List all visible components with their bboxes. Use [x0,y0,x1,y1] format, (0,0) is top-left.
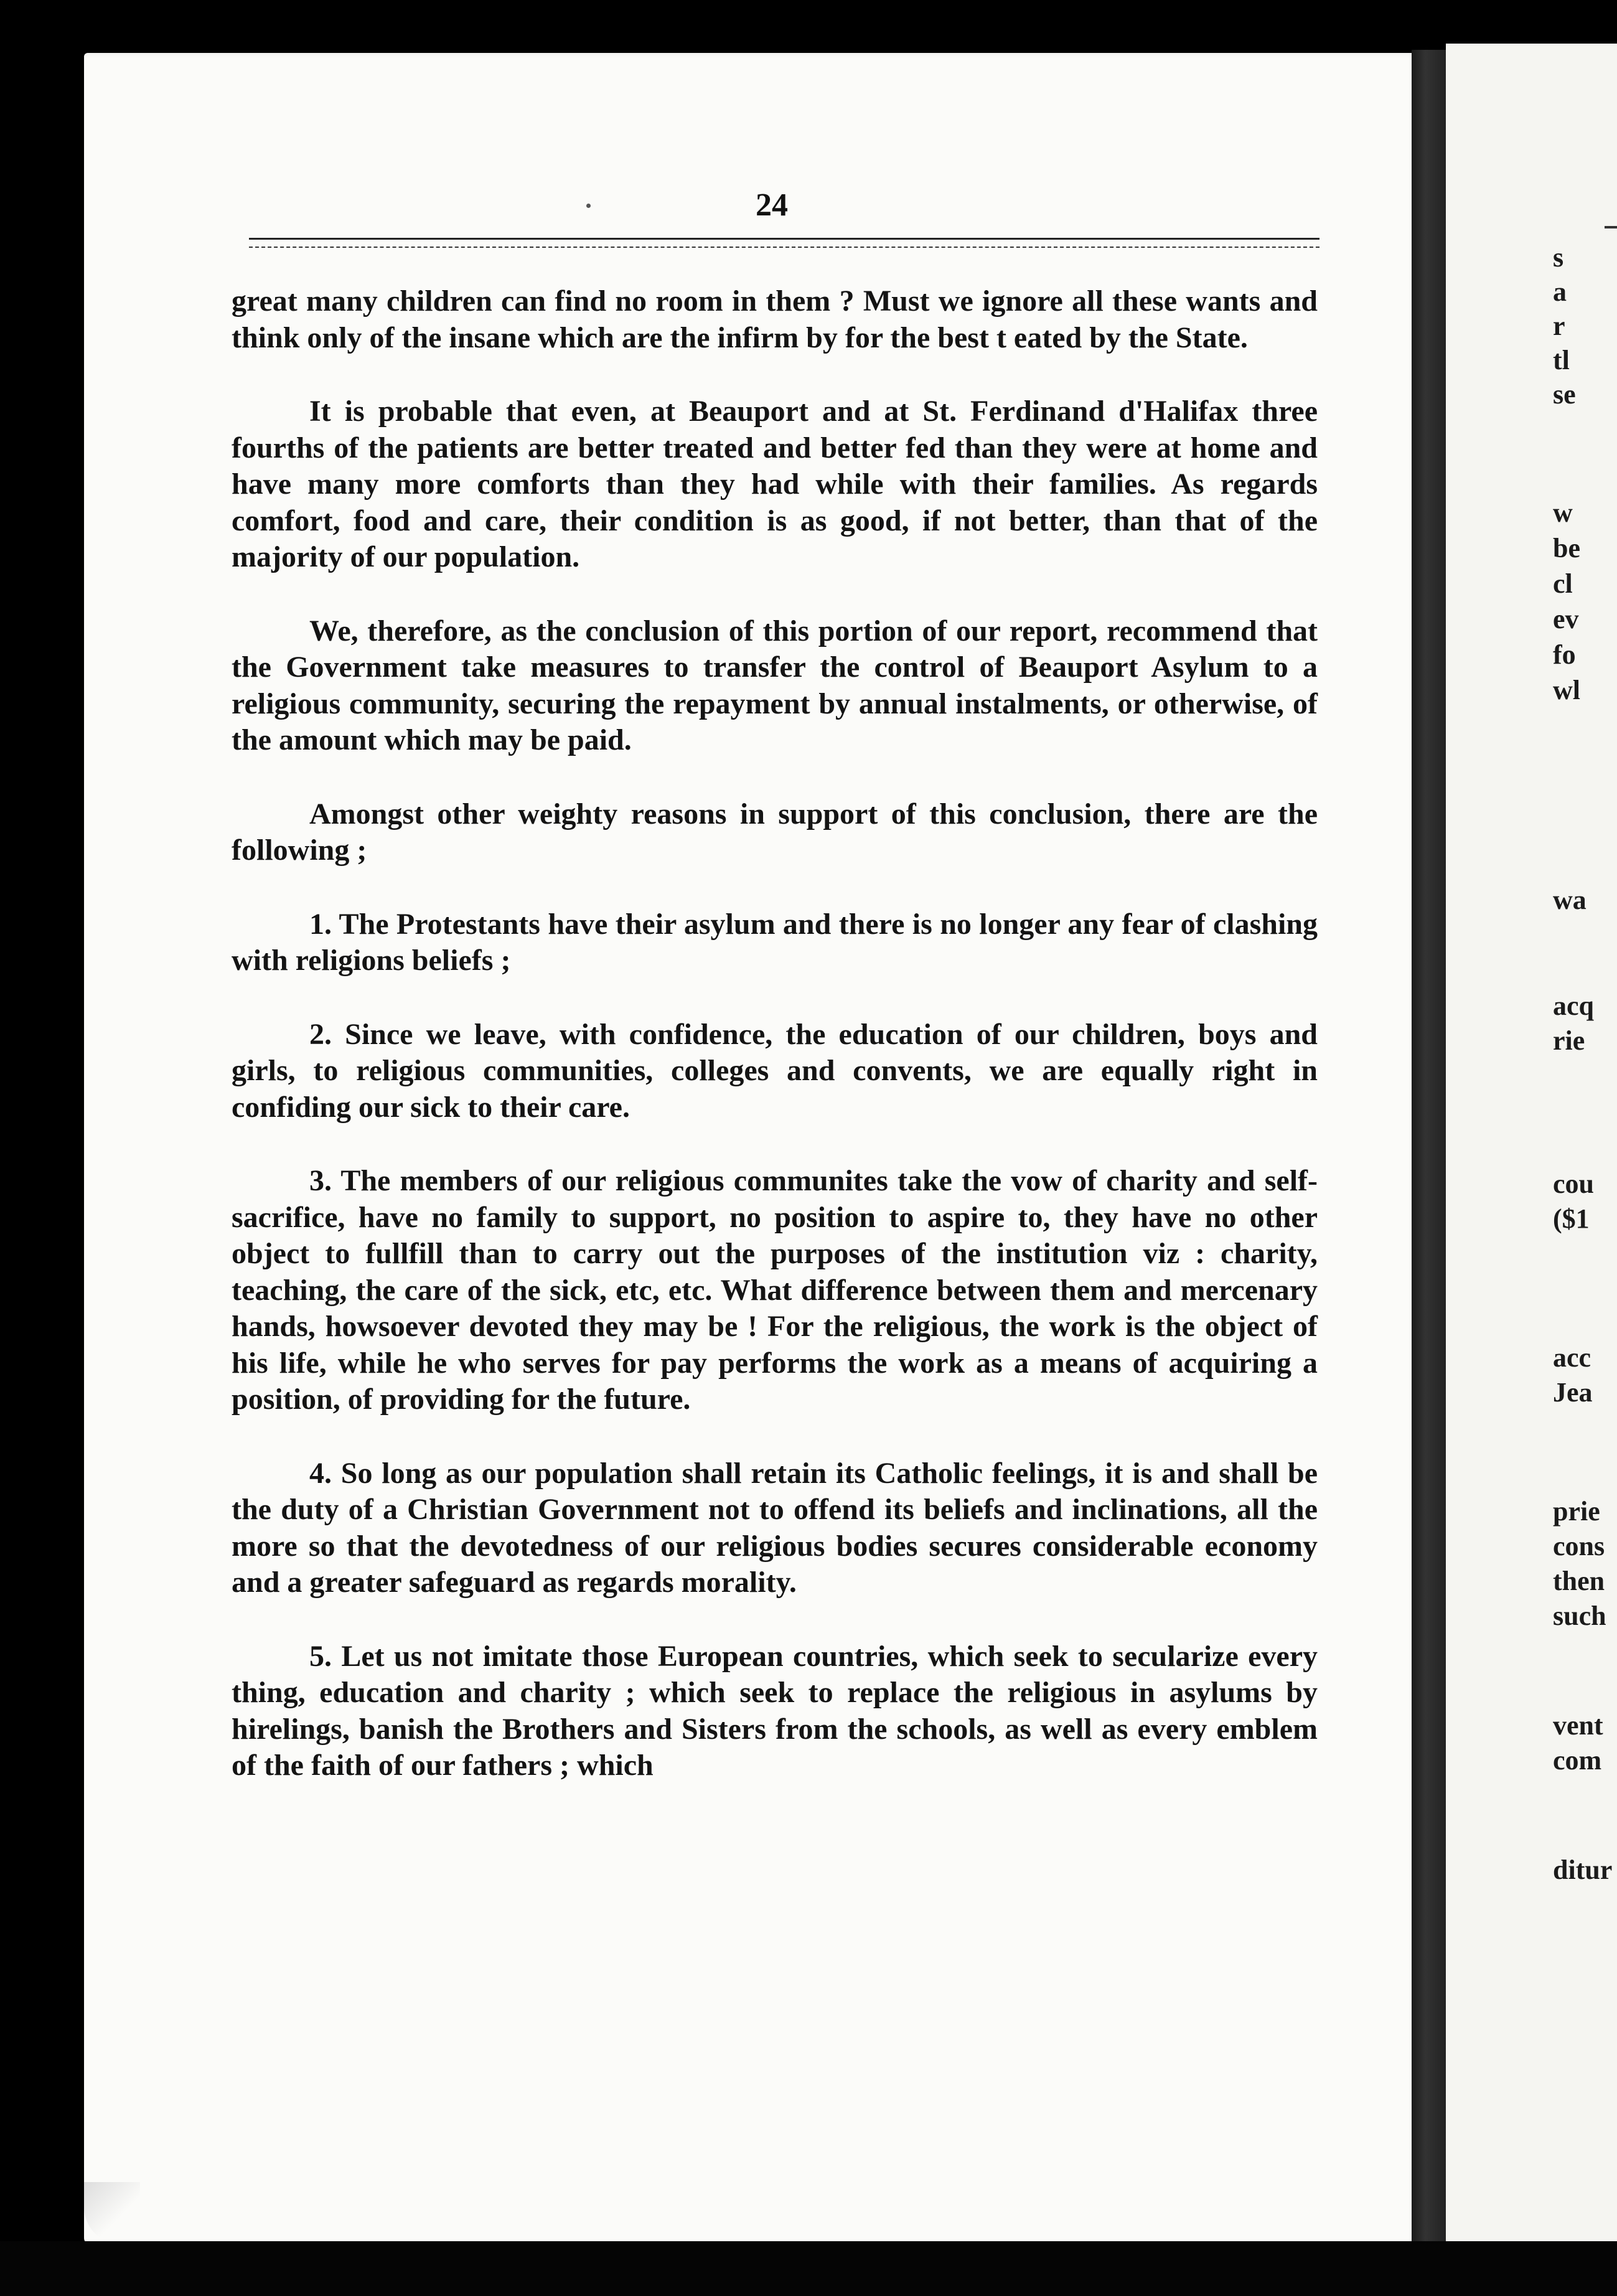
header-rule [249,238,1319,240]
paragraph-beauport: It is probable that even, at Beauport and at St. Ferdinand d'Halifax three fourths of the patients are better treated and better fed than they were at home and have many more comforts than they had while with their families. As regards comfort, food and care, their condition is as good, if not better, than that of the majority of our population. [232,395,1318,573]
neighbor-fragment: r [1553,311,1565,341]
neighbor-fragment: se [1553,379,1576,410]
neighbor-fragment: cou [1553,1169,1594,1199]
neighbor-fragment: acc [1553,1342,1591,1373]
neighbor-fragment: prie [1553,1496,1600,1527]
neighbor-fragment: then [1553,1566,1605,1596]
neighbor-fragment: ($1 [1553,1203,1590,1234]
scan-bottom-border [0,2241,1617,2296]
body-text [232,283,1318,1784]
neighbor-page-fragment [1446,44,1617,2241]
neighbor-fragment: Jea [1553,1377,1593,1408]
list-item-reason-1: 1. The Protestants have their asylum and there is no longer any fear of clashing with religions beliefs ; [232,907,1318,977]
neighbor-fragment: tl [1553,345,1570,375]
neighbor-fragment: rie [1553,1025,1585,1056]
neighbor-fragment: ditur [1553,1855,1613,1885]
neighbor-rule [1605,226,1617,228]
neighbor-fragment: com [1553,1745,1602,1776]
list-item-reason-5: 5. Let us not imitate those European countries, which seek to secularize every thing, education and charity ; which seek to replace the religious in asylums by hirelings, banish the Brothers and Sisters from the schools, as well as every emblem of the faith of our fathers ; which [232,1639,1318,1782]
neighbor-fragment: wa [1553,885,1587,915]
neighbor-fragment: wl [1553,675,1580,705]
header-rule-dashed [249,247,1319,248]
paragraph-intro: great many children can find no room in them ? Must we ignore all these wants and think only of the insane which are the infirm by for the best t eated by the State. [232,285,1318,354]
neighbor-fragment: ev [1553,604,1579,634]
scan-top-border [0,0,1617,59]
neighbor-fragment: acq [1553,990,1594,1021]
neighbor-fragment: such [1553,1601,1606,1631]
list-item-reason-3: 3. The members of our religious communites take the vow of charity and self-sacrifice, have no family to support, no position to aspire to, they have no other object to fullfill than to carry out the purposes of the institution viz : charity, teaching, the care of the sick, etc, etc. What difference between them and mercenary hands, howsoever devoted they may be ! For the religious, the work is the object of his life, while he who serves for pay performs the work as a means of acquiring a position, of providing for the future. [232,1164,1318,1416]
page-curl [84,2182,140,2244]
neighbor-fragment: w [1553,497,1573,528]
neighbor-fragment: a [1553,276,1567,307]
neighbor-fragment: cl [1553,568,1573,599]
paragraph-recommendation: We, therefore, as the conclusion of this portion of our report, recommend that the Government take measures to transfer the control of Beauport Asylum to a religious community, securing the repayment by annual instalments, or otherwise, of the amount which may be paid. [232,614,1318,756]
page-number: 24 [756,187,788,223]
neighbor-fragment: vent [1553,1710,1603,1741]
neighbor-fragment: fo [1553,639,1576,670]
list-item-reason-2: 2. Since we leave, with confidence, the education of our children, boys and girls, to religious communities, colleges and convents, we are equally right in confiding our sick to their care. [232,1017,1318,1124]
paragraph-reasons: Amongst other weighty reasons in support of this conclusion, there are the following ; [232,797,1318,867]
ink-speck [586,204,591,208]
neighbor-fragment: cons [1553,1531,1605,1561]
list-item-reason-4: 4. So long as our population shall retain its Catholic feelings, it is and shall be the duty of a Christian Government not to offend its beliefs and inclinations, all the more so that the devotedness of our religious bodies secures considerable economy and a greater safeguard as regards morality. [232,1456,1318,1599]
neighbor-fragment: s [1553,242,1564,273]
book-gutter [1412,50,1446,2241]
neighbor-fragment: be [1553,533,1580,563]
